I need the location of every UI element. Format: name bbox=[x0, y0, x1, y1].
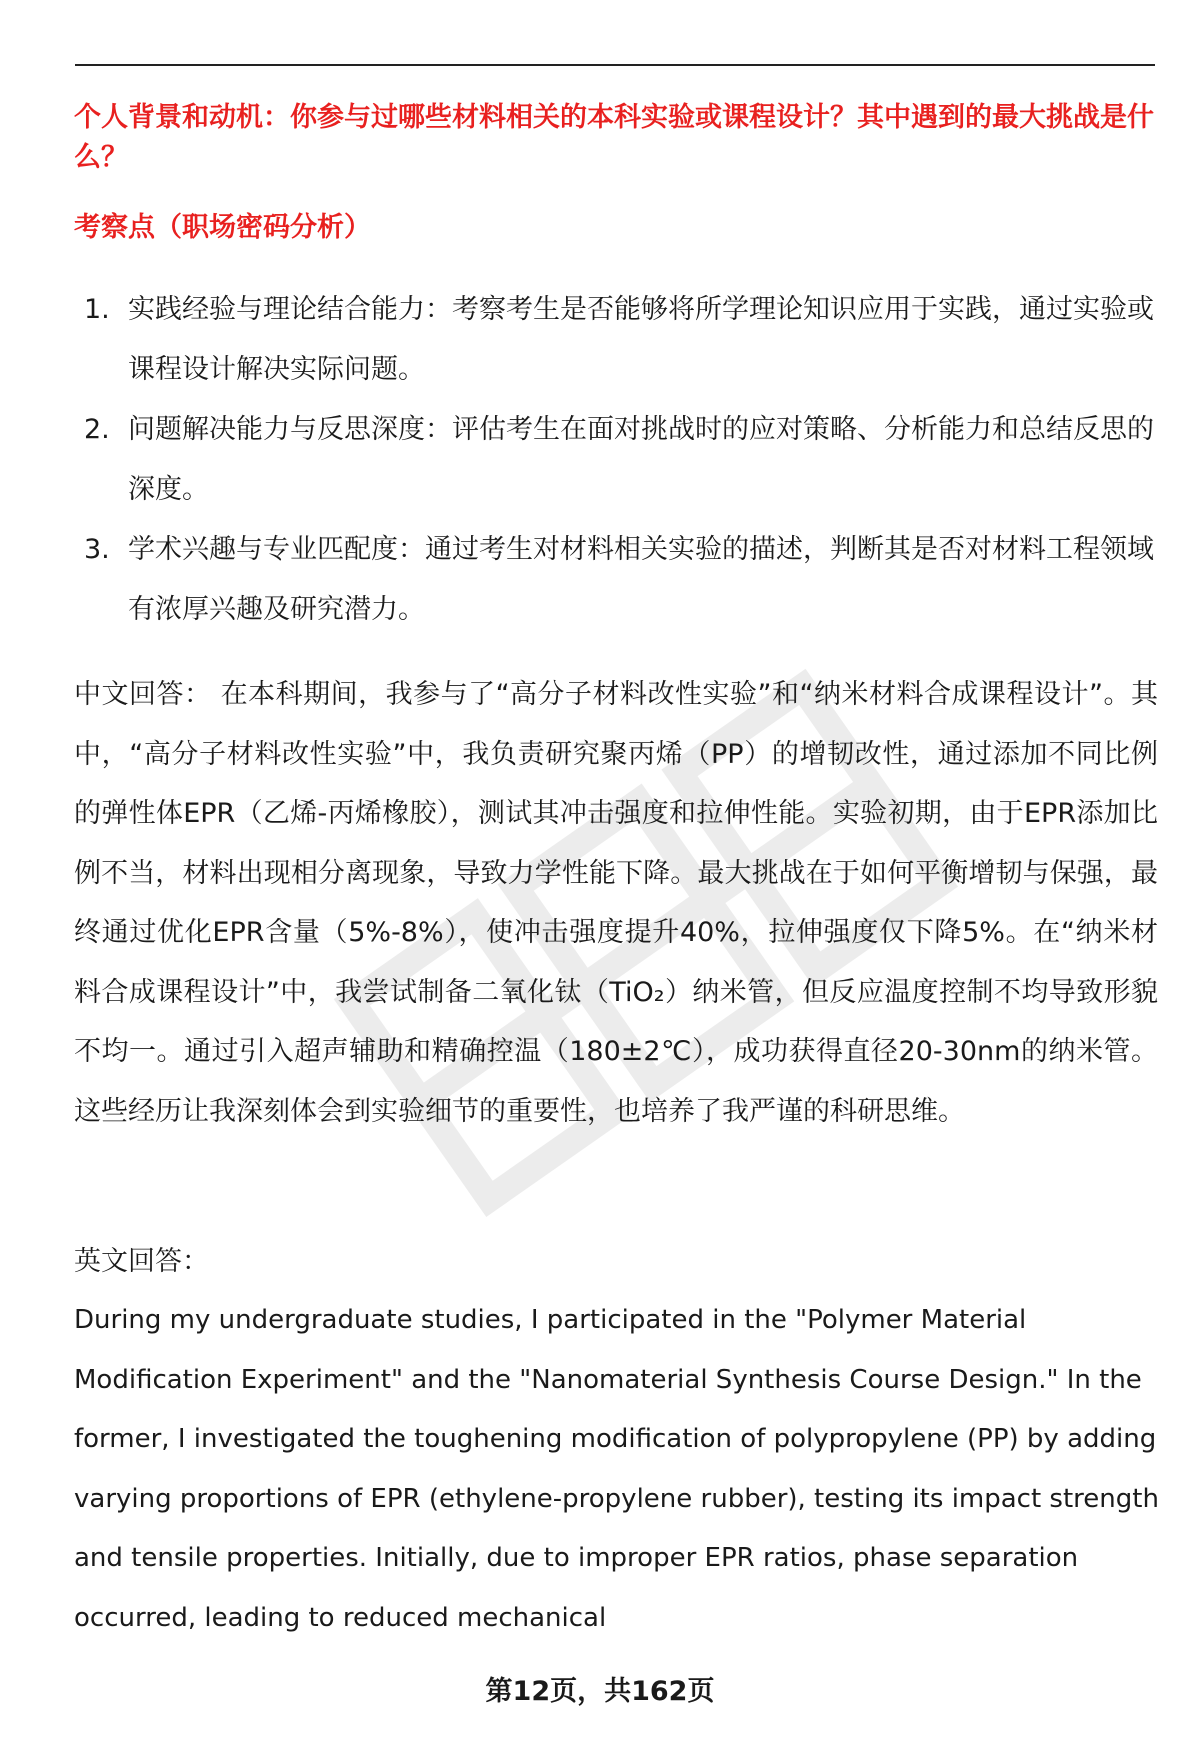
section-title: 考察点（职场密码分析） bbox=[74, 212, 371, 243]
list-item-text: 实践经验与理论结合能力：考察考生是否能够将所学理论知识应用于实践，通过实验或课程设计解决实际问题。 bbox=[128, 294, 1154, 385]
english-answer-paragraph: During my undergraduate studies, I participated in the "Polymer Material Modification Experiment" and the "Nanomaterial Synthesis Course Design." In the former, I investigated the toughening modification of polypropylene (PP) by adding varying proportions of EPR (ethylene-propylene rubber), testing its impact strength and tensile properties. Initially, due to improper EPR ratios, phase separation occurred, leading to reduced mechanical bbox=[74, 1305, 1159, 1633]
list-item bbox=[74, 280, 1156, 400]
list-item-number: 2. bbox=[84, 414, 110, 445]
list-item-text: 学术兴趣与专业匹配度：通过考生对材料相关实验的描述，判断其是否对材料工程领域有浓厚兴趣及研究潜力。 bbox=[128, 534, 1154, 625]
evaluation-points-list bbox=[74, 280, 1156, 640]
list-item bbox=[74, 400, 1156, 520]
question-heading: 个人背景和动机：你参与过哪些材料相关的本科实验或课程设计？其中遇到的最大挑战是什么？ bbox=[74, 102, 1154, 173]
list-item bbox=[74, 520, 1156, 640]
english-answer-label: 英文回答： bbox=[74, 1246, 209, 1277]
chinese-answer-paragraph: 中文回答： 在本科期间，我参与了“高分子材料改性实验”和“纳米材料合成课程设计”。其中，“高分子材料改性实验”中，我负责研究聚丙烯（PP）的增韧改性，通过添加不同比例的弹性体EPR（乙烯-丙烯橡胶），测试其冲击强度和拉伸性能。实验初期，由于EPR添加比例不当，材料出现相分离现象，导致力学性能下降。最大挑战在于如何平衡增韧与保强，最终通过优化EPR含量（5%-8%），使冲击强度提升40%，拉伸强度仅下降5%。在“纳米材料合成课程设计”中，我尝试制备二氧化钛（TiO₂）纳米管，但反应温度控制不均导致形貌不均一。通过引入超声辅助和精确控温（180±2℃），成功获得直径20-30nm的纳米管。这些经历让我深刻体会到实验细节的重要性，也培养了我严谨的科研思维。 bbox=[74, 679, 1158, 1127]
top-divider bbox=[75, 64, 1155, 66]
page-number-footer: 第12页，共162页 bbox=[485, 1676, 715, 1707]
list-item-text: 问题解决能力与反思深度：评估考生在面对挑战时的应对策略、分析能力和总结反思的深度。 bbox=[128, 414, 1154, 505]
list-item-number: 3. bbox=[84, 534, 110, 565]
list-item-number: 1. bbox=[84, 294, 110, 325]
